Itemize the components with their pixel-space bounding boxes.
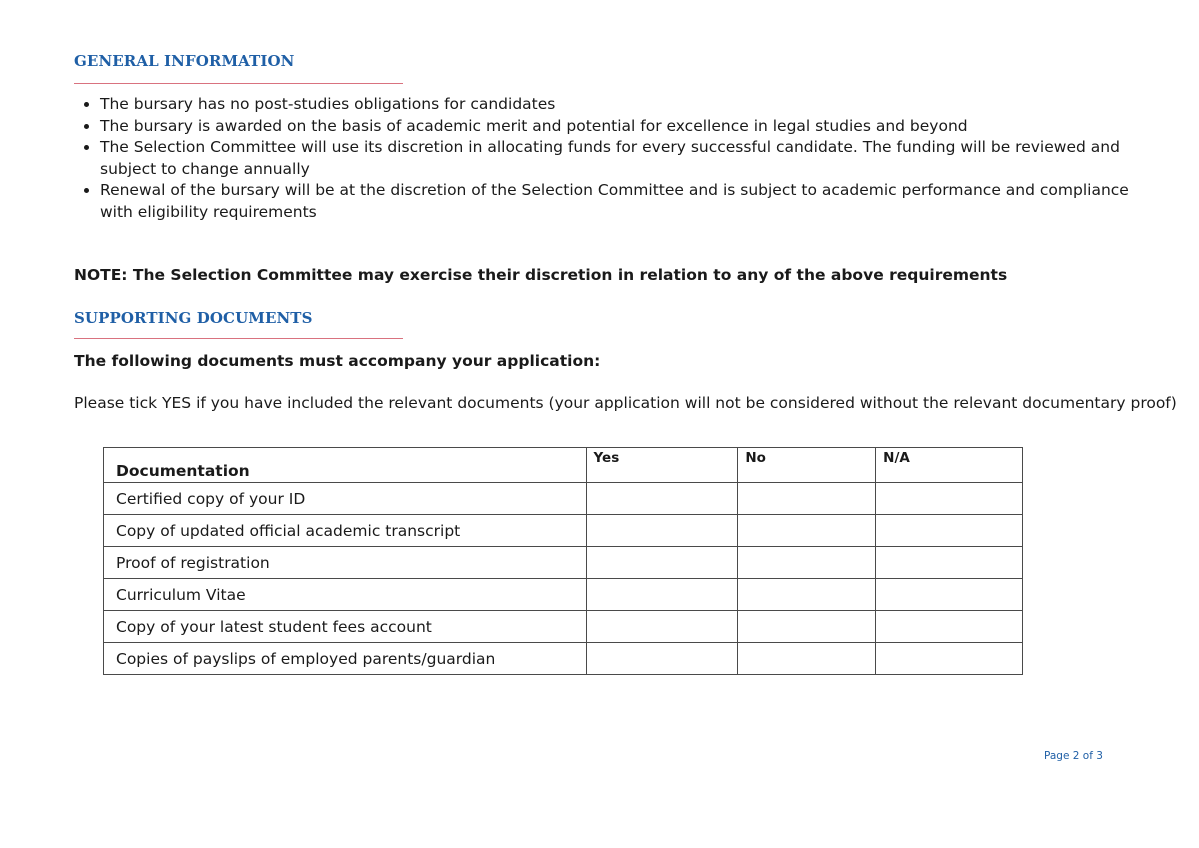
list-item: • Renewal of the bursary will be at the discretion of the Selection Committee and is subject to academic performance and compliance with eligibility requirements [100,180,1150,223]
na-cell[interactable] [876,483,1023,515]
no-cell[interactable] [738,579,876,611]
list-item: • The bursary has no post-studies obligations for candidates [100,94,1150,116]
header-no: No [738,448,876,483]
no-cell[interactable] [738,611,876,643]
general-information-list [74,94,1150,224]
table-row [104,579,1023,611]
documents-table [103,447,1023,675]
header-yes: Yes [586,448,738,483]
na-cell[interactable] [876,579,1023,611]
general-information-rule [74,83,403,84]
header-na: N/A [876,448,1023,483]
na-cell[interactable] [876,547,1023,579]
no-cell[interactable] [738,547,876,579]
list-item: • The bursary is awarded on the basis of academic merit and potential for excellence in legal studies and beyond [100,116,1150,138]
na-cell[interactable] [876,643,1023,675]
supporting-documents-heading: SUPPORTING DOCUMENTS [74,309,313,327]
table-row [104,611,1023,643]
na-cell[interactable] [876,515,1023,547]
yes-cell[interactable] [586,579,738,611]
document-name: Curriculum Vitae [104,579,587,611]
document-name: Copy of updated official academic transcript [104,515,587,547]
page-number: Page 2 of 3 [1044,750,1103,762]
table-row [104,643,1023,675]
general-information-heading: GENERAL INFORMATION [74,52,295,70]
supporting-documents-rule [74,338,403,339]
table-row [104,547,1023,579]
document-name: Certified copy of your ID [104,483,587,515]
yes-cell[interactable] [586,515,738,547]
yes-cell[interactable] [586,547,738,579]
yes-cell[interactable] [586,483,738,515]
table-header-row [104,448,1023,483]
table-row [104,483,1023,515]
tick-instruction: Please tick YES if you have included the relevant documents (your application will not be considered without the relevant documentary proof) [74,394,1177,412]
no-cell[interactable] [738,643,876,675]
document-name: Copies of payslips of employed parents/guardian [104,643,587,675]
document-name: Copy of your latest student fees account [104,611,587,643]
yes-cell[interactable] [586,643,738,675]
document-name: Proof of registration [104,547,587,579]
list-item: • The Selection Committee will use its discretion in allocating funds for every successful candidate. The funding will be reviewed and subject to change annually [100,137,1150,180]
table-row [104,515,1023,547]
no-cell[interactable] [738,515,876,547]
documents-subheading: The following documents must accompany your application: [74,352,601,370]
na-cell[interactable] [876,611,1023,643]
yes-cell[interactable] [586,611,738,643]
selection-committee-note: NOTE: The Selection Committee may exercise their discretion in relation to any of the above requirements [74,266,1008,284]
no-cell[interactable] [738,483,876,515]
header-documentation: Documentation [104,448,587,483]
